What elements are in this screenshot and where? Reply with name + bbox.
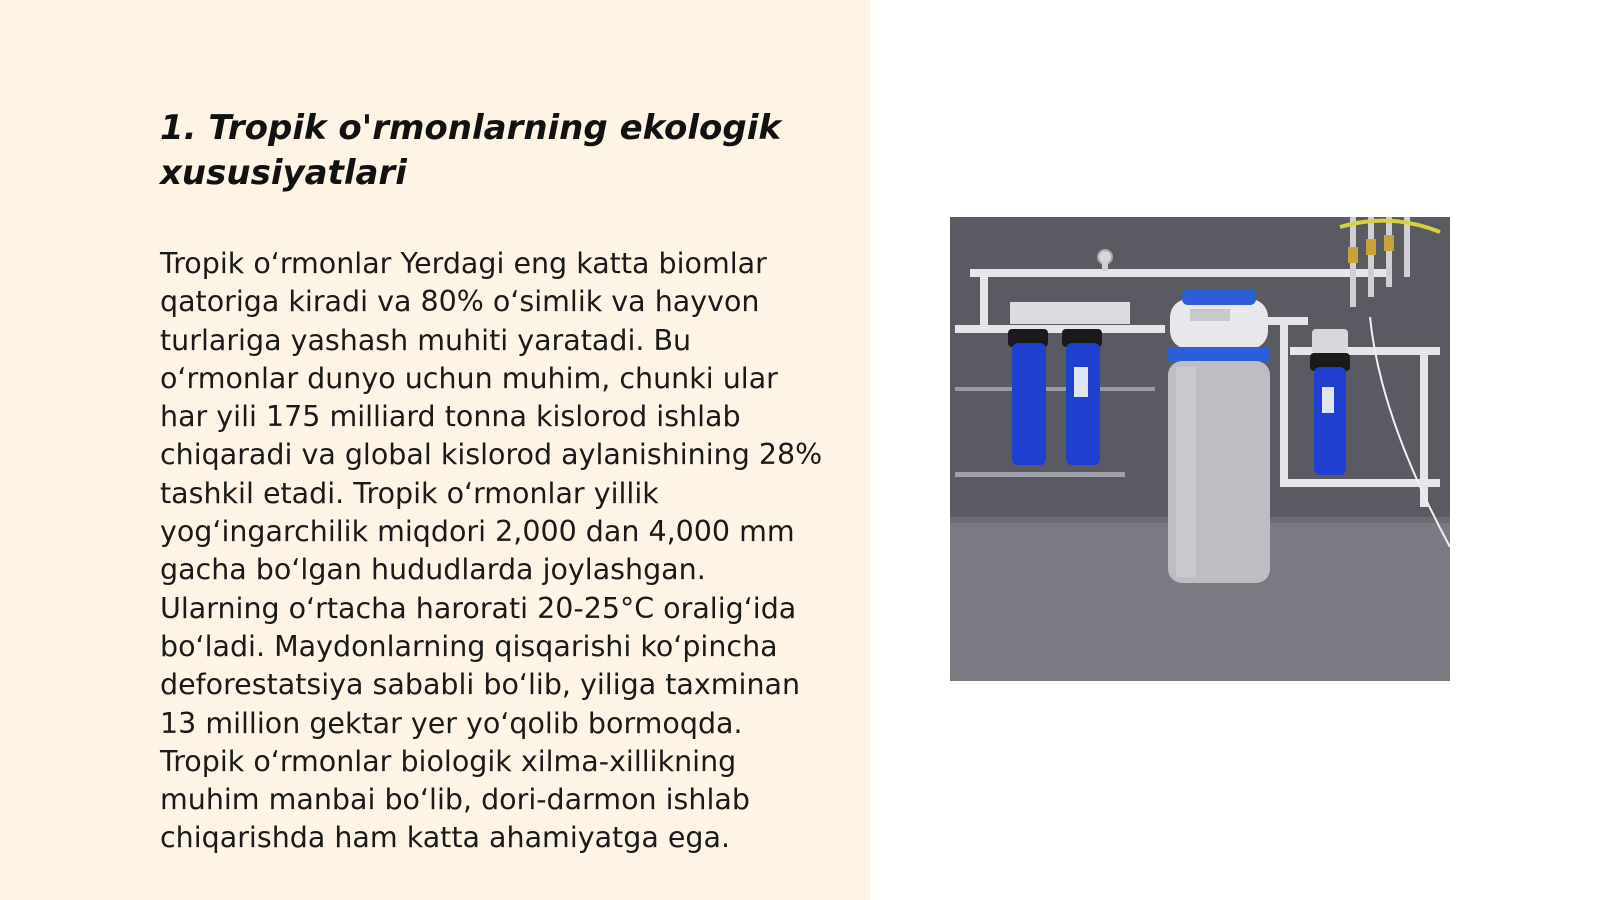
water-filter-illustration <box>950 217 1450 681</box>
slide-body-text: Tropik oʻrmonlar Yerdagi eng katta biomlar qatoriga kiradi va 80% oʻsimlik va hayvon turlariga yashash muhiti yaratadi. Bu oʻrmonlar dunyo uchun muhim, chunki ular har yili 175 milliard tonna kislorod ishlab chiqaradi va global kislorod aylanishining 28% tashkil etadi. Tropik oʻrmonlar yillik yogʻingarchilik miqdori 2,000 dan 4,000 mm gacha boʻlgan hududlarda joylashgan. Ularning oʻrtacha harorati 20-25°C oraligʻida boʻladi. Maydonlarning qisqarishi koʻpincha deforestatsiya sababli boʻlib, yiliga taxminan 13 million gektar yer yoʻqolib bormoqda. Tropik oʻrmonlar biologik xilma-xillikning muhim manbai boʻlib, dori-darmon ishlab chiqarishda ham katta ahamiyatga ega. <box>160 247 823 855</box>
water-filter-system-photo <box>950 217 1450 681</box>
slide-title: 1. Tropik o'rmonlarning ekologik xususiyatlari <box>160 108 781 193</box>
